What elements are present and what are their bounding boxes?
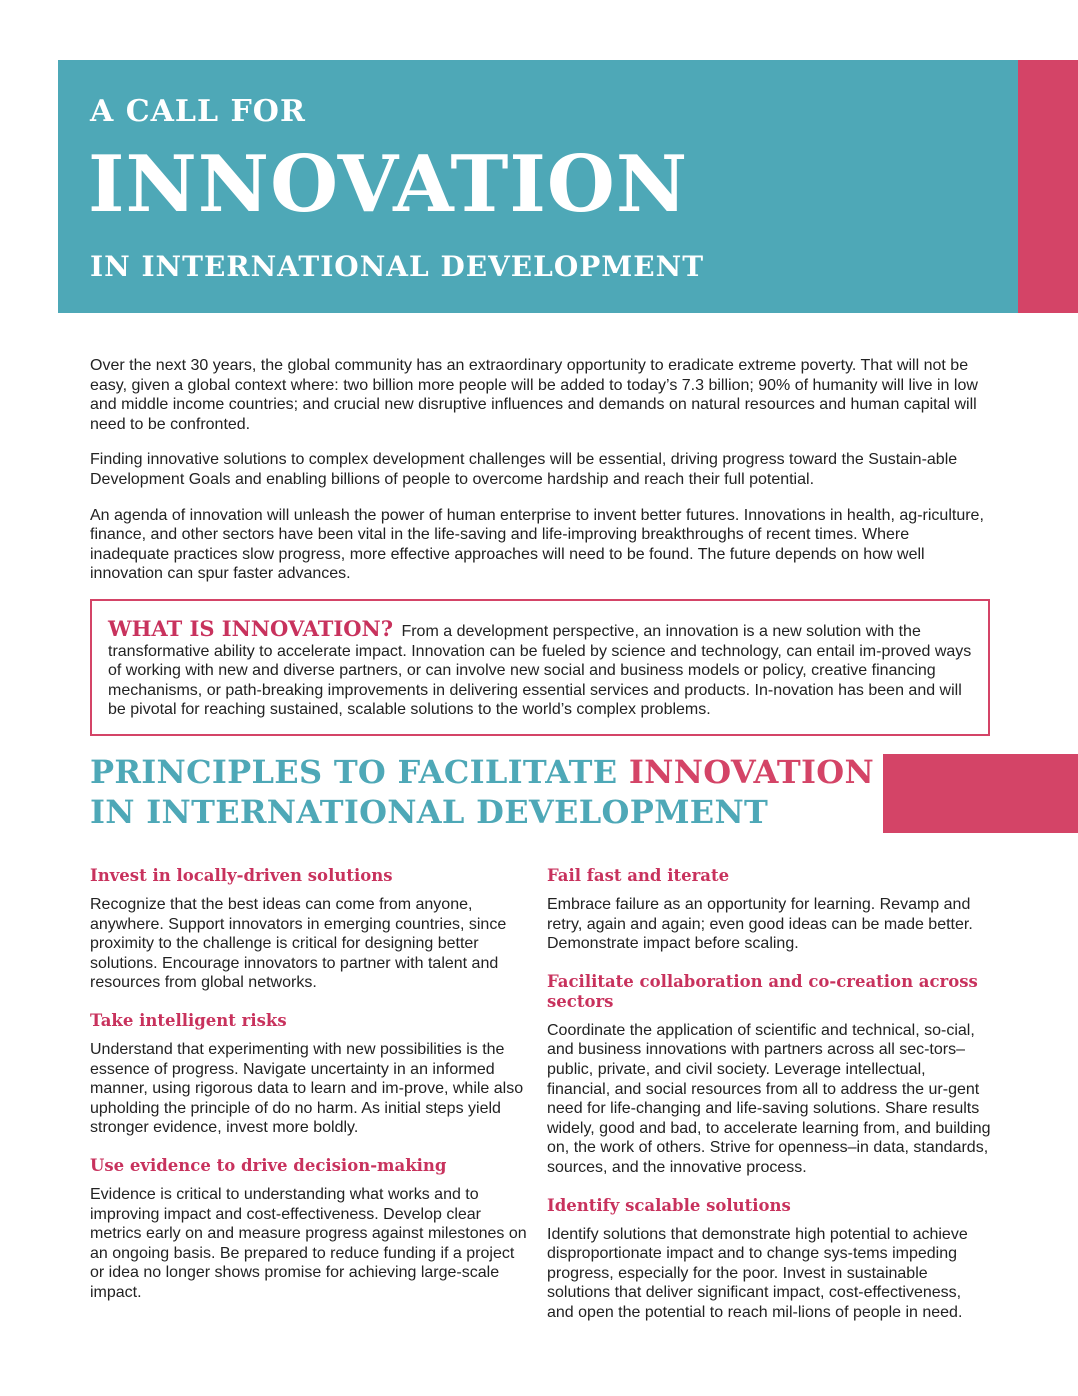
principle-item	[90, 1156, 530, 1303]
principle-body: Embrace failure as an opportunity for learning. Revamp and retry, again and again; even good ideas can be made better. Demonstrate impact before scaling.	[547, 896, 973, 953]
principle-item	[547, 866, 992, 954]
principle-item	[547, 1196, 992, 1323]
intro-paragraph: An agenda of innovation will unleash the power of human enterprise to invent better futures. Innovations in health, ag-riculture, finance, and other sectors have been vital in the life-saving and life-improving breakthroughs of recent times. Where inadequate practices slow progress, more effective approaches will need to be found. The future depends on how well innovation can spur faster advances.	[90, 506, 984, 583]
principle-body: Coordinate the application of scientific and technical, so-cial, and business innovations with partners across all sec-tors–public, private, and civil society. Leverage intellectual, financial, and social resources from all to address the ur-gent need for life-changing and life-saving solutions. Share results widely, good and bad, to accelerate learning from, and building on, the work of others. Strive for openness–in data, standards, sources, and the innovative process.	[547, 1021, 991, 1176]
callout-text	[108, 616, 972, 720]
principle-item	[90, 866, 530, 993]
banner-accent-block	[1018, 60, 1078, 313]
principle-body: Recognize that the best ideas can come from anyone, anywhere. Support innovators in emerging countries, since proximity to the challenge is critical for designing better solutions. Encourage innovators to partner with talent and resources from global networks.	[90, 896, 507, 992]
principles-heading-highlight: INNOVATION	[628, 753, 875, 791]
principle-title: Fail fast and iterate	[547, 866, 730, 885]
principles-accent-block	[883, 754, 1078, 833]
principle-body: Understand that experimenting with new possibilities is the essence of progress. Navigate uncertainty in an informed manner, using rigorous data to learn and im-prove, while also upholding the principle of do no harm. As initial steps yield stronger evidence, invest more boldly.	[90, 1040, 524, 1137]
principles-left-column	[90, 866, 530, 1321]
callout-body: From a development perspective, an innovation is a new solution with the transformative ability to accelerate impact. Innovation can be fueled by science and technology, can entail im-proved ways of working with new and diverse partners, or can involve new social and business models or policy, creative financing mechanisms, or path-breaking improvements in delivering essential services and products. In-novation has been and will be pivotal for reaching sustained, scalable solutions to the world’s complex problems.	[108, 623, 972, 719]
principles-heading	[90, 752, 874, 832]
intro-paragraph: Over the next 30 years, the global community has an extraordinary opportunity to eradicate extreme poverty. That will not be easy, given a global context where: two billion more people will be added to today’s 7.3 billion; 90% of humanity will live in low and middle income countries; and crucial new disruptive influences and demands on natural resources and human capital will need to be confronted.	[90, 357, 978, 433]
intro-section	[90, 356, 990, 600]
title-banner	[58, 60, 1018, 313]
principle-title: Use evidence to drive decision-making	[90, 1155, 447, 1175]
principle-title: Invest in locally-driven solutions	[90, 866, 393, 885]
principles-heading-prefix: PRINCIPLES TO FACILITATE	[90, 753, 629, 791]
banner-subtitle: IN INTERNATIONAL DEVELOPMENT	[90, 250, 705, 283]
intro-paragraph: Finding innovative solutions to complex development challenges will be essential, driving progress toward the Sustain-able Development Goals and enabling billions of people to overcome hardship and reach their full potential.	[90, 451, 958, 488]
principle-item	[547, 972, 992, 1178]
what-is-innovation-callout	[90, 599, 990, 736]
principle-title: Facilitate collaboration and co-creation across sectors	[547, 971, 978, 1011]
principles-right-column	[547, 866, 992, 1341]
principle-title: Take intelligent risks	[90, 1010, 287, 1030]
banner-kicker: A CALL FOR	[90, 94, 306, 129]
principle-title: Identify scalable solutions	[547, 1195, 791, 1215]
banner-title: INNOVATION	[88, 139, 689, 230]
principles-heading-line2: IN INTERNATIONAL DEVELOPMENT	[90, 793, 769, 831]
principle-body: Identify solutions that demonstrate high potential to achieve disproportionate impact and to change sys-tems impeding progress, especially for the poor. Invest in sustainable solutions that deliver significant impact, cost-effectiveness, and open the potential to reach mil-lions of people in need.	[547, 1225, 968, 1321]
callout-heading: WHAT IS INNOVATION?	[108, 616, 393, 641]
principle-item	[90, 1011, 530, 1138]
principle-body: Evidence is critical to understanding what works and to improving impact and cost-effectiveness. Develop clear metrics early on and measure progress against milestones on an ongoing basis. Be prepared to reduce funding if a project or idea no longer shows promise for achieving large-scale impact.	[90, 1185, 527, 1301]
